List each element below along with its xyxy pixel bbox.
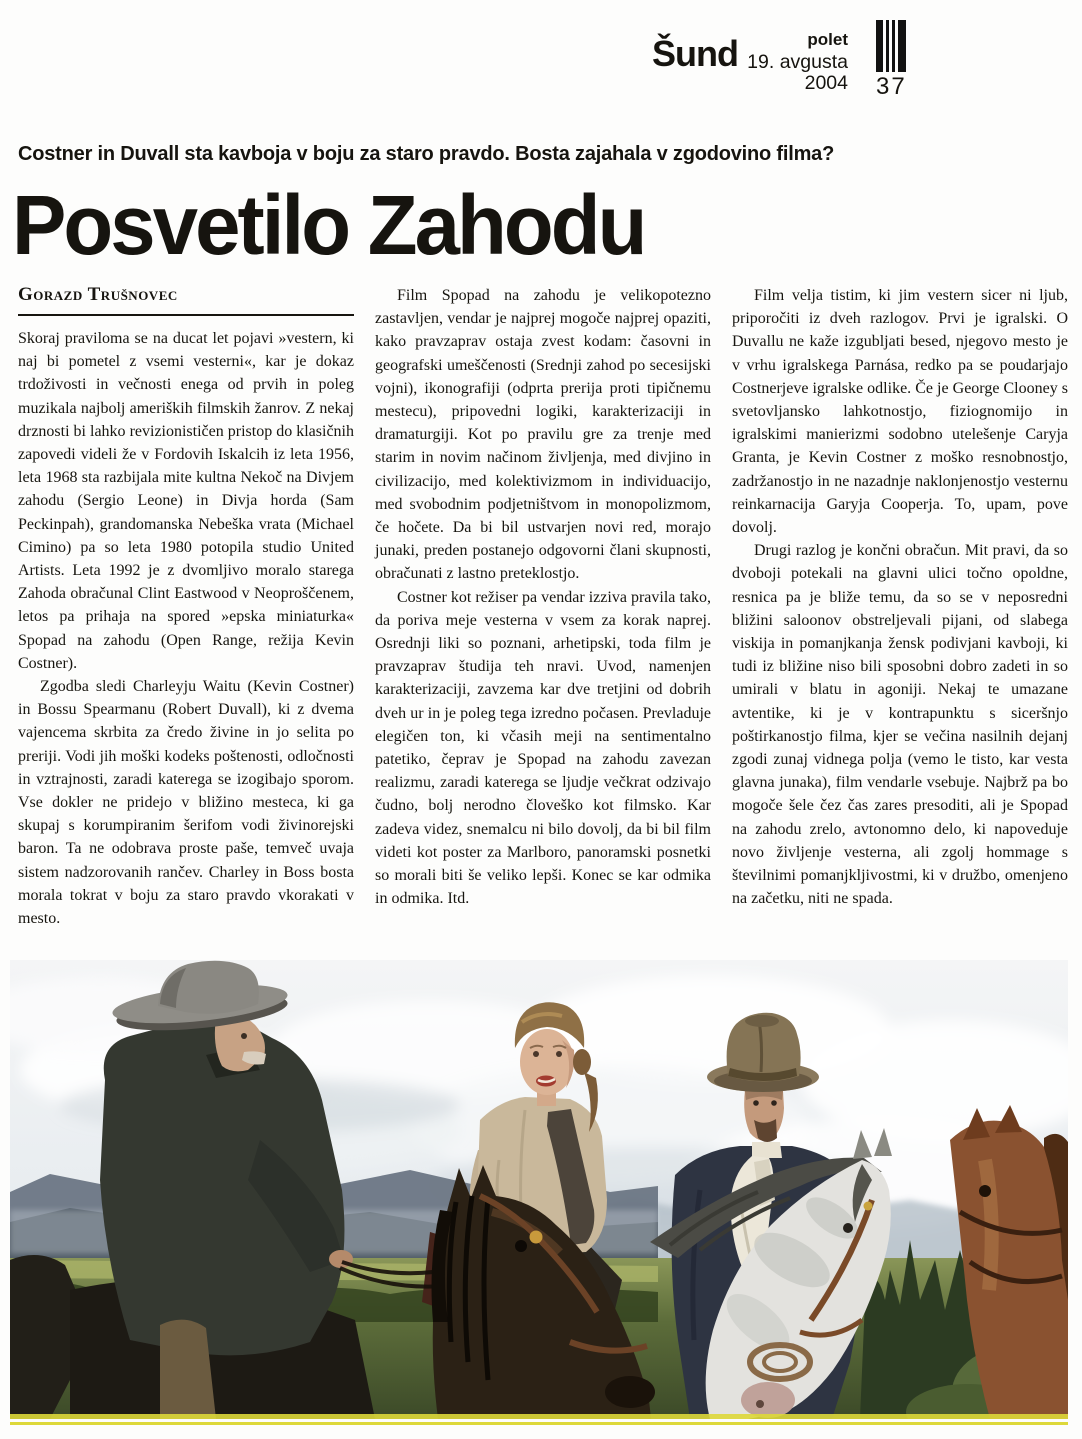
paragraph: Zgodba sledi Charleyju Waitu (Kevin Costner) in Bossu Spearmanu (Robert Duvall), ki z dvema vajencema skrbita za čredo živine in jo selita po preriji. Vodi jih moški kodeks poštenosti, odločnosti in vztrajnosti, zaradi katerega se izogibajo sporom. Vse dokler ne pridejo v bližino mesteca, ki ga skupaj s korumpiranim šerifom vodi živinorejski baron. Ta ne odobrava proste paše, temveč uvaja sistem nadzorovanih rančev. Charley in Boss bosta morala tokrat v boju za staro pravdo vkorakati v mesto. xyxy=(18,678,354,928)
paragraph: Film Spopad na zahodu je velikopotezno zastavljen, vendar je najprej mogoče najprej opaziti, kako pravzaprav ostaja zvest kodam: časovni in geografski umeščenosti (Srednji zahod po secesijski vojni), ikonografiji (odprta prerija proti tipičnemu mestecu), pripovedni logiki, karakterizaciji in dramaturgiji. Kot po pravilu gre za trenje med starim in novim načinom življenja, med divjino in civilizacijo, med kolektivizmom in individuacijo, med svobodnim podjetništvom in monopolizmom, če hočete. Da bi bil ustvarjen novi red, morajo junaki, preden postanejo odgovorni člani skupnosti, obračunati z lastno preteklostjo. xyxy=(375,287,711,583)
paragraph: Skoraj praviloma se na ducat let pojavi »vestern, ki naj bi pometel z vsemi vesterni«, kar je dokaz trdoživosti in večnosti enega od prvih in poleg muzikala najbolj ameriških filmskih žanrov. Z nekaj drznosti bi lahko revizionističen pristop do klasičnih zapovedi videli že v Fordovih Iskalcih iz leta 1956, leta 1968 sta razbijala mite kultna Nekoč na Divjem zahodu (Sergio Leone) in Divja horda (Sam Peckinpah), grandomanska Nebeška vrata (Michael Cimino) pa so leta 1980 potopila studio United Artists. Leta 1992 je z dvomljivo moralo starega Zahoda obračunal Clint Eastwood v Neoproščenem, letos pa prihaja na spored »epska miniaturka« Spopad na zahodu (Open Range, režija Kevin Costner). xyxy=(18,330,354,672)
paragraph: Drugi razlog je končni obračun. Mit pravi, da so dvoboji potekali na glavni ulici točno opoldne, resnica pa je bliže temu, da so se v neposredni bližini saloonov obstreljevali pijani, od slabega viskija in pomanjkanja žensk podivjani kavboji, ki tudi iz bližine niso bili sposobni dobro zadeti in so umirali v blatu in agoniji. Nekaj te umazane avtentike, ki je v kontrapunktu s siceršnjo poštirkanostjo filma, kjer se večina nasilnih dejanj zgodi zunaj vidnega polja (vemo le tisto, kar vesta glavna junaka), film vendarle vsebuje. Najbrž pa bo mogoče šele čez čas zares presoditi, ali je Spopad na zahodu zrelo, avtonomno delo, ki napoveduje novo življenje vesterna, ali zgolj hommage s številnimi pomanjkljivostmi, ki v družbo, omenjeno na začetku, niti ne spada. xyxy=(732,542,1068,908)
section-name: polet xyxy=(807,30,848,49)
article-body xyxy=(18,284,1068,930)
issue-date: 19. avgusta 2004 xyxy=(747,50,848,95)
barcode-icon xyxy=(876,20,920,72)
article-photo xyxy=(10,960,1068,1425)
page-number: 37 xyxy=(876,73,907,100)
column-3 xyxy=(732,284,1068,930)
column-2 xyxy=(375,284,711,930)
page-number-block xyxy=(876,20,920,99)
byline-rule xyxy=(18,314,354,316)
byline: Gorazd Trušnovec xyxy=(18,284,178,305)
headline: Posvetilo Zahodu xyxy=(12,178,645,272)
photo-edge-line xyxy=(10,1414,1068,1419)
paragraph: Costner kot režiser pa vendar izziva pravila tako, da poriva meje vesterna v vsem za korak naprej. Osrednji liki so poznani, arhetipski, toda film je pravzaprav študija teh nravi. Uvod, namenjen karakterizaciji, zavzema kar dve tretjini od dobrih dveh ur in je poleg tega izredno počasen. Prevladuje elegičen ton, ki včasih meji na sentimentalno patetiko, čeprav je Spopad na zahodu zavezan realizmu, zaradi katerega se ljudje večkrat odzivajo čudno, bolj nerodno človeško kot filmsko. Kar zadeva videz, snemalcu ni bilo dovolj, da bi bil film videti kot poster za Marlboro, panoramski posnetki so morali biti še veliko lepši. Konec se kar odmika in odmika. Itd. xyxy=(375,588,711,908)
issue-info xyxy=(720,31,848,95)
publication-name: Šund xyxy=(652,33,738,74)
kicker: Costner in Duvall sta kavboja v boju za staro pravdo. Bosta zajahala v zgodovino filma? xyxy=(18,143,835,165)
paragraph: Film velja tistim, ki jim vestern sicer ni ljub, priporočiti iz dveh razlogov. Prvi je igralski. O Duvallu ne kaže izgubljati besed, njegovo mesto je v vrhu igralskega Parnása, redko pa se poudarjajo Costnerjeve igralske odlike. Če je George Clooney s svetovljansko lahkotnostjo, fiziognomijo in igralskimi manierizmi sodobno utelešenje Caryja Granta, je Kevin Costner z moško resnobnostjo, zadržanostjo in ne nazadnje naklonjenostjo vesternu reinkarnacija Garyja Cooperja. To, upam, pove dovolj. xyxy=(732,287,1068,537)
column-1 xyxy=(18,284,354,930)
